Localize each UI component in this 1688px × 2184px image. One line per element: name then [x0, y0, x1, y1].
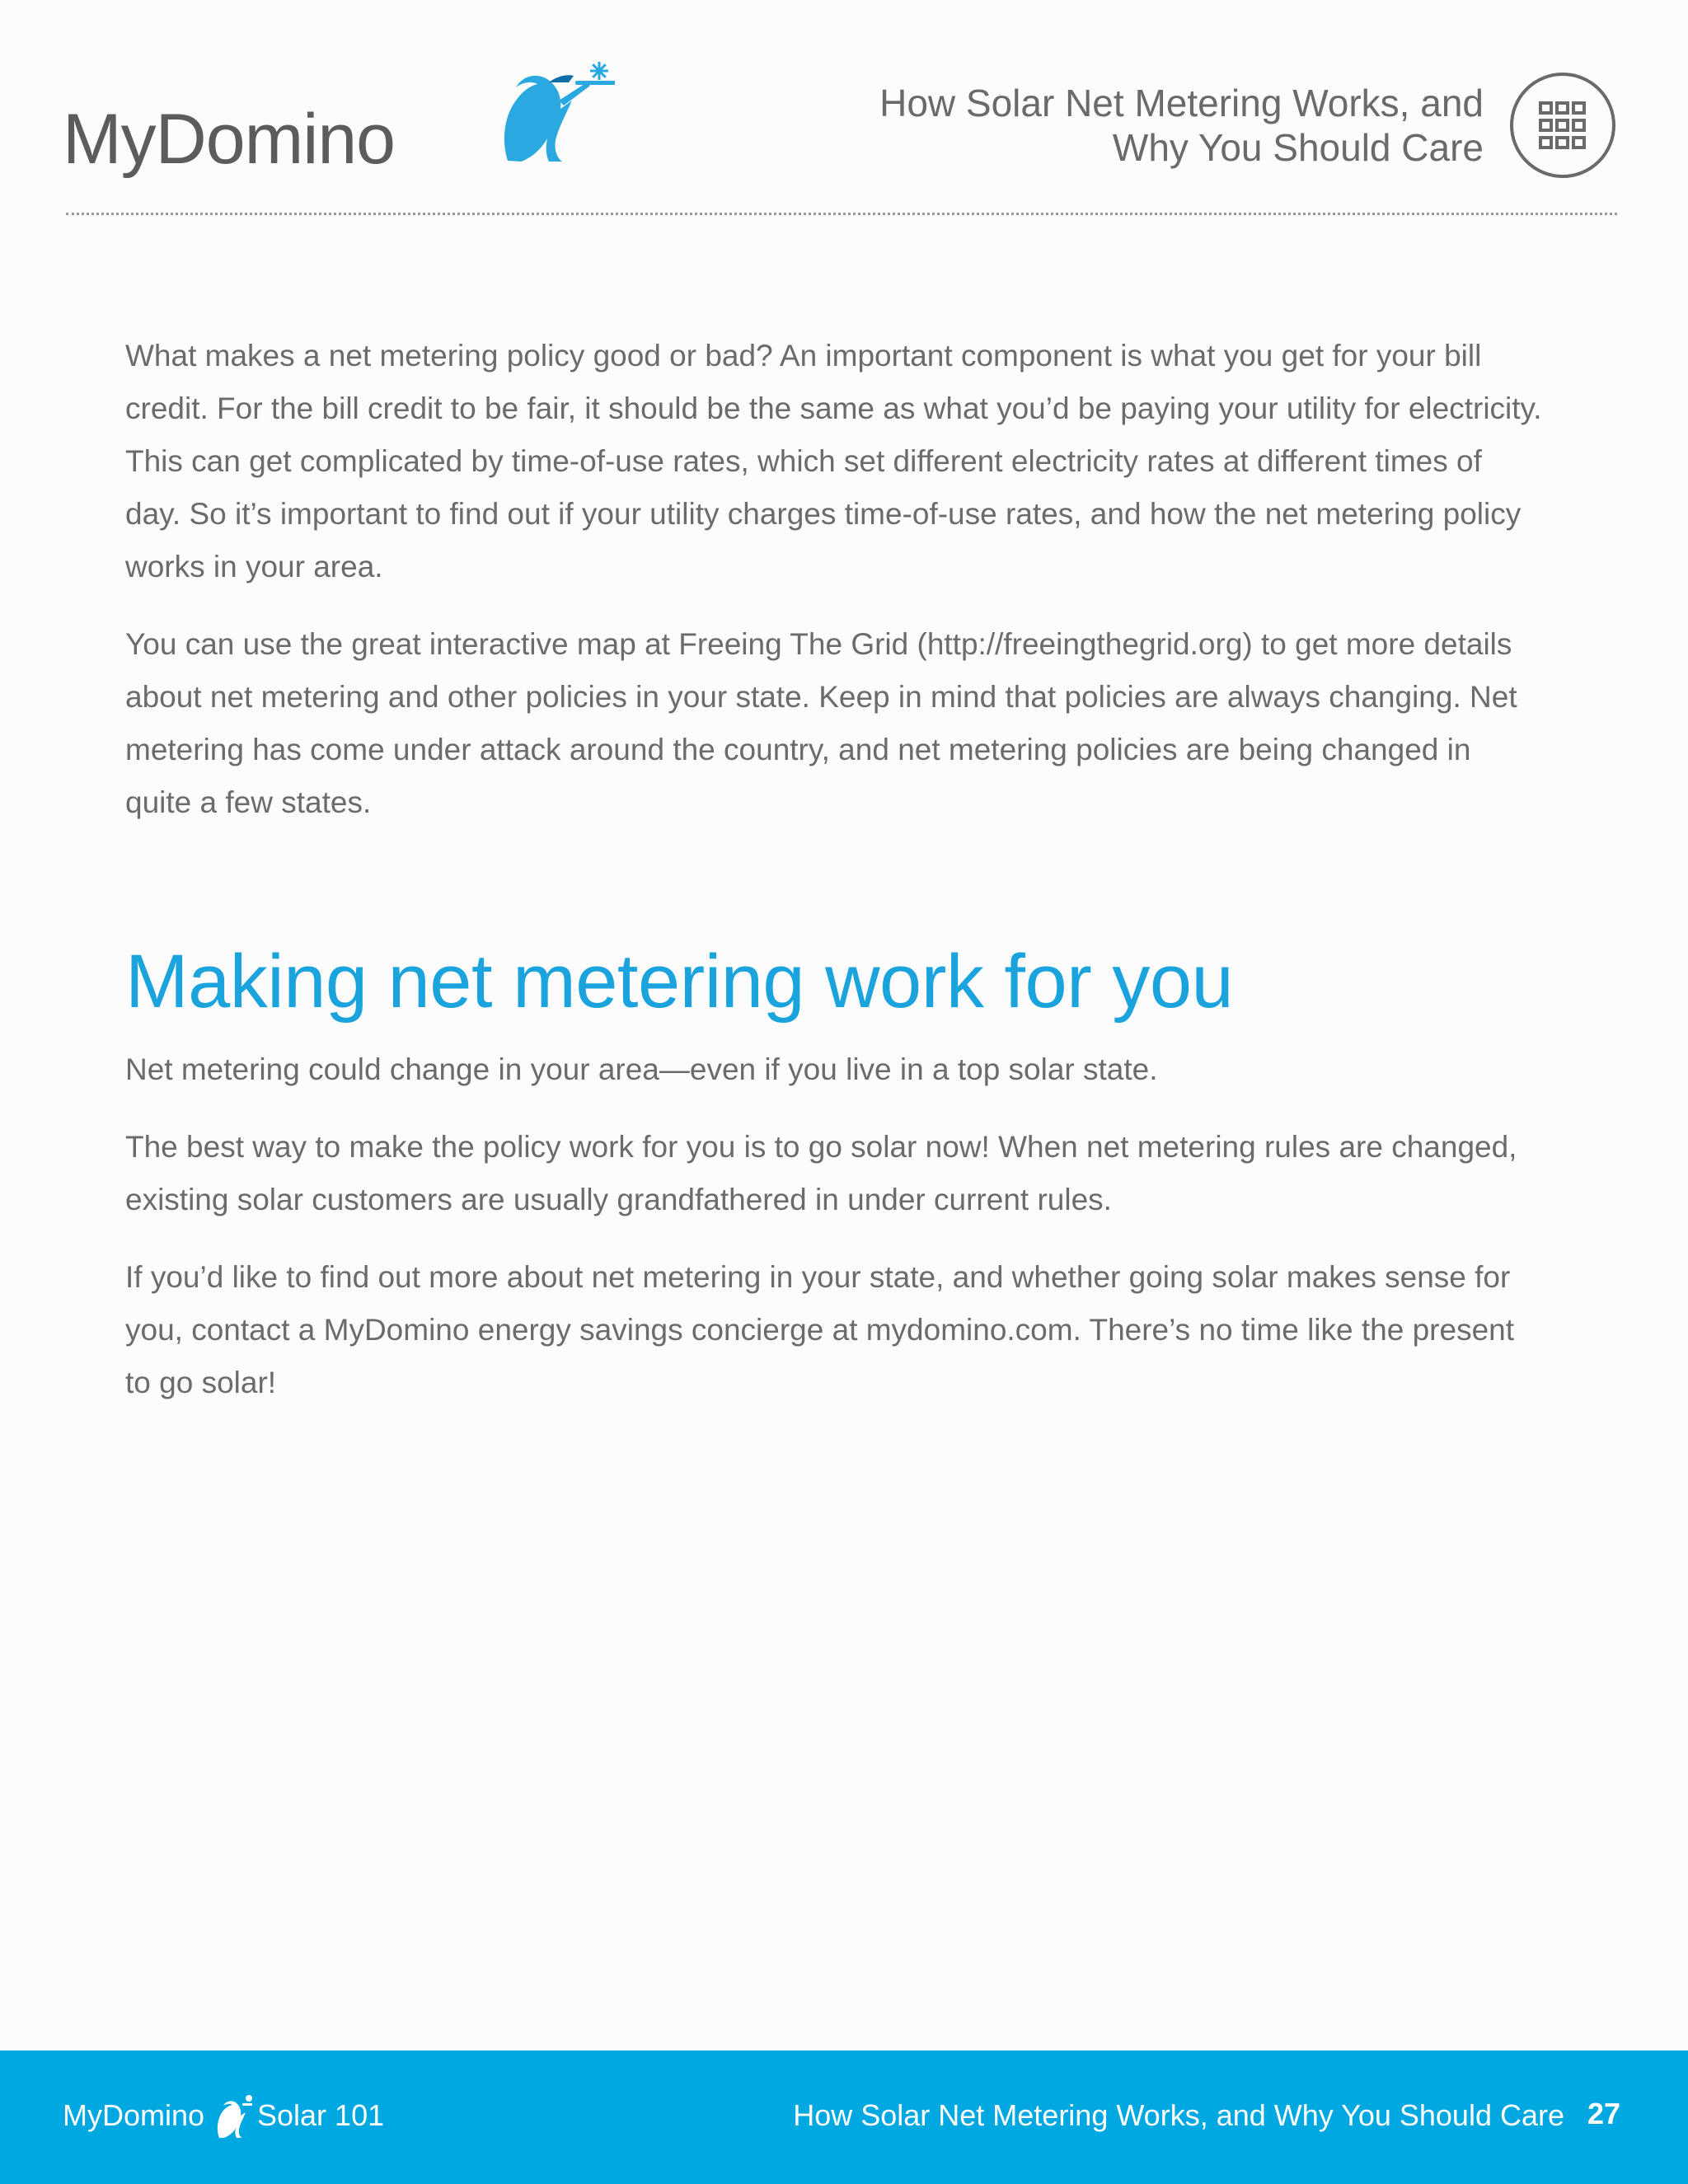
section-heading: Making net metering work for you	[125, 940, 1234, 1024]
footer-product-name: Solar 101	[257, 2098, 385, 2132]
body-paragraph-1: What makes a net metering policy good or bad? An important component is what you get for your bill credit. For the bill credit to be fair, it should be the same as what you’d be paying your utility for electricity. This can get complicated by time-of-use rates, which set different electricity rates at different times of day. So it’s important to find out if your utility charges time-of-use rates, and how the net metering policy works in your area.	[125, 339, 1542, 583]
penguin-waiter-icon	[203, 2093, 252, 2143]
body-paragraph-3: Net metering could change in your area—even if you live in a top solar state.	[125, 1052, 1158, 1086]
body-paragraph-2: You can use the great interactive map at Freeing The Grid (http://freeingthegrid.org) to get more details about net metering and other policies in your state. Keep in mind that policies are always changing. Net metering has come under attack around the country, and net metering policies are being changed in quite a few states.	[125, 627, 1517, 819]
document-title-line-1: How Solar Net Metering Works, and	[879, 82, 1484, 124]
footer-wordmark: MyDomino	[63, 2098, 205, 2132]
body-paragraph-5: If you’d like to find out more about net metering in your state, and whether going solar makes sense for you, contact a MyDomino energy savings concierge at mydomino.com. There’s no time like the present to go solar!	[125, 1260, 1514, 1399]
body-paragraph-4: The best way to make the policy work for you is to go solar now! When net metering rules are changed, existing solar customers are usually grandfathered in under current rules.	[125, 1130, 1517, 1216]
document-title	[742, 81, 1484, 170]
page-number: 27	[1587, 2097, 1621, 2130]
grid-menu-button[interactable]	[1510, 73, 1615, 178]
footer-document-title: How Solar Net Metering Works, and Why You Should Care	[793, 2098, 1564, 2132]
logo-wordmark: MyDomino	[63, 100, 395, 179]
document-title-line-2: Why You Should Care	[1112, 126, 1484, 169]
page-footer	[0, 2050, 1688, 2184]
mydomino-logo[interactable]	[63, 58, 574, 181]
header-divider	[66, 213, 1617, 215]
grid-menu-icon	[1538, 101, 1587, 150]
page-content	[125, 330, 1543, 1434]
penguin-waiter-icon	[425, 58, 615, 173]
page-header	[0, 0, 1688, 223]
